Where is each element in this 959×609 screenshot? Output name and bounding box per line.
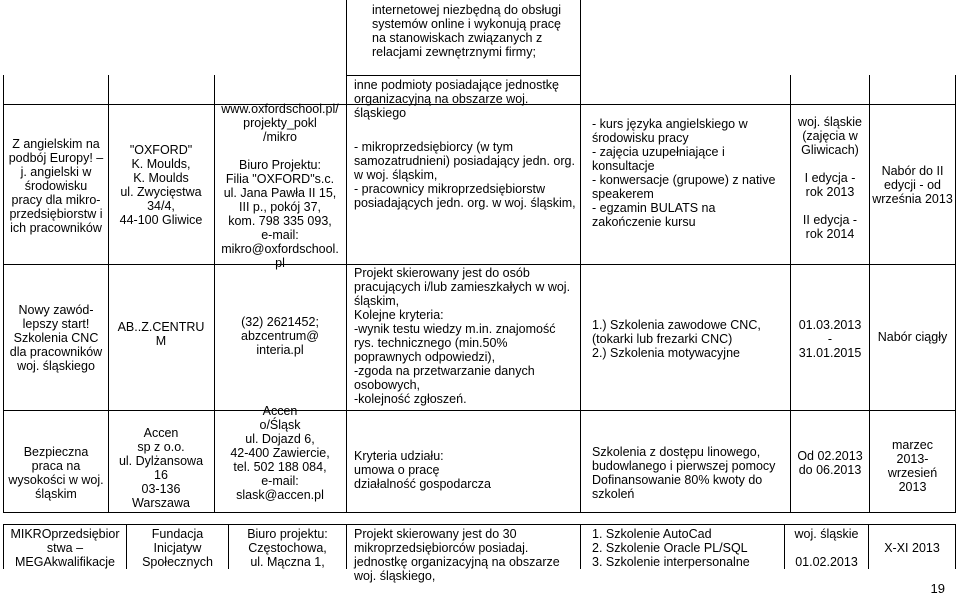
offer-english: - kurs języka angielskiego w środowisku pracy - zajęcia uzupełniające i konsultacje - konwersacje (grupowe) z native speakerem - egzamin BULATS na zakończenie kursu — [592, 117, 776, 229]
grid-line — [868, 524, 869, 569]
recruitment-heights: marzec 2013- wrzesień 2013 — [887, 438, 938, 494]
organizer-abz: AB..Z.CENTRU M — [117, 320, 205, 348]
offer-cnc: 1.) Szkolenia zawodowe CNC, (tokarki lub frezarki CNC) 2.) Szkolenia motywacyjne — [592, 318, 761, 360]
grid-line — [3, 524, 956, 525]
bottom-project-name: MIKROprzedsiębior stwa – MEGAkwalifikacje — [10, 527, 120, 569]
grid-line — [580, 0, 581, 513]
contact-oxford: www.oxfordschool.pl/ projekty_pokl /mikro Biuro Projektu: Filia "OXFORD"s.c. ul. Jana Pawła II 15, III p., pokój 37, kom. 798 335 093, e-mail: mikro@oxfordschool. pl — [221, 102, 339, 270]
grid-line — [346, 524, 347, 569]
participants-heights: Kryteria udziału: umowa o pracę działalność gospodarcza — [354, 449, 491, 491]
organizer-accen: Accen sp z o.o. ul. Dylżansowa 16 03-136 Warszawa — [118, 426, 204, 510]
project-name-cnc: Nowy zawód-lepszy start! Szkolenia CNC dla pracowników woj. śląskiego — [9, 303, 103, 373]
grid-line — [3, 524, 4, 569]
grid-line — [214, 75, 215, 513]
top-row-text: internetowej niezbędną do obsługi systemów online i wykonują pracę na stanowiskach związanych z relacjami zewnętrznymi firmy; — [372, 3, 562, 59]
grid-line — [869, 75, 870, 513]
project-name-english: Z angielskim na podbój Europy! – j. angielski w środowisku pracy dla mikro-przedsiębiorstw i ich pracowników — [8, 137, 104, 235]
participants-general: inne podmioty posiadające jednostkę organizacyjną na obszarze woj. śląskiego — [354, 78, 559, 120]
grid-line — [126, 524, 127, 569]
bottom-organizer: Fundacja Inicjatyw Społecznych — [142, 527, 213, 569]
grid-line — [3, 75, 4, 513]
project-name-heights: Bezpieczna praca na wysokości w woj. śląskim — [8, 445, 104, 501]
grid-line — [346, 0, 347, 513]
dates-heights: Od 02.2013 do 06.2013 — [797, 449, 863, 477]
grid-line — [784, 524, 785, 569]
contact-abz: (32) 2621452; abzcentrum@ interia.pl — [241, 315, 319, 357]
organizer-oxford: "OXFORD" K. Moulds, K. Moulds ul. Zwycięstwa 34/4, 44-100 Gliwice — [119, 143, 203, 227]
offer-heights: Szkolenia z dostępu linowego, budowlanego i pierwszej pomocy Dofinansowanie 80% kwoty do szkoleń — [592, 445, 776, 501]
page-number: 19 — [930, 581, 945, 596]
bottom-participants: Projekt skierowany jest do 30 mikroprzedsiębiorców posiadaj. jednostkę organizacyjną na obszarze woj. śląskiego, — [354, 527, 560, 583]
area-dates-english: woj. śląskie (zajęcia w Gliwicach) I edycja - rok 2013 II edycja - rok 2014 — [798, 115, 862, 241]
grid-line — [228, 524, 229, 569]
grid-line — [955, 524, 956, 569]
bottom-area-dates: woj. śląskie 01.02.2013 — [794, 527, 859, 569]
contact-accen: Accen o/Śląsk ul. Dojazd 6, 42-400 Zawiercie, tel. 502 188 084, e-mail: slask@accen.pl — [230, 404, 330, 502]
grid-line — [346, 75, 581, 76]
dates-cnc: 01.03.2013 - 31.01.2015 — [798, 318, 862, 360]
bottom-contact: Biuro projektu: Częstochowa, ul. Mączna 1, — [247, 527, 328, 569]
participants-english: - mikroprzedsiębiorcy (w tym samozatrudnieni) posiadający jedn. org. w woj. śląskim, - pracownicy mikroprzedsiębiorstw posiadających jedn. org. w woj. śląskim, — [354, 140, 576, 210]
bottom-recruitment: X-XI 2013 — [884, 541, 940, 555]
grid-line — [108, 75, 109, 513]
grid-line — [3, 512, 956, 513]
grid-line — [580, 524, 581, 569]
grid-line — [790, 75, 791, 513]
grid-line — [3, 264, 956, 265]
participants-cnc: Projekt skierowany jest do osób pracujących i/lub zamieszkałych w woj. śląskim, Kolejne kryteria: -wynik testu wiedzy m.in. znajomość rys. technicznego (min.50% poprawnych odpowiedzi), -zgoda na przetwarzanie danych osobowych, -kolejność zgłoszeń. — [354, 266, 571, 406]
grid-line — [955, 75, 956, 513]
grid-line — [3, 410, 956, 411]
recruitment-cnc: Nabór ciągły — [877, 330, 948, 344]
recruitment-english: Nabór do II edycji - od września 2013 — [872, 164, 953, 206]
bottom-offer: 1. Szkolenie AutoCad 2. Szkolenie Oracle PL/SQL 3. Szkolenie interpersonalne — [592, 527, 750, 569]
